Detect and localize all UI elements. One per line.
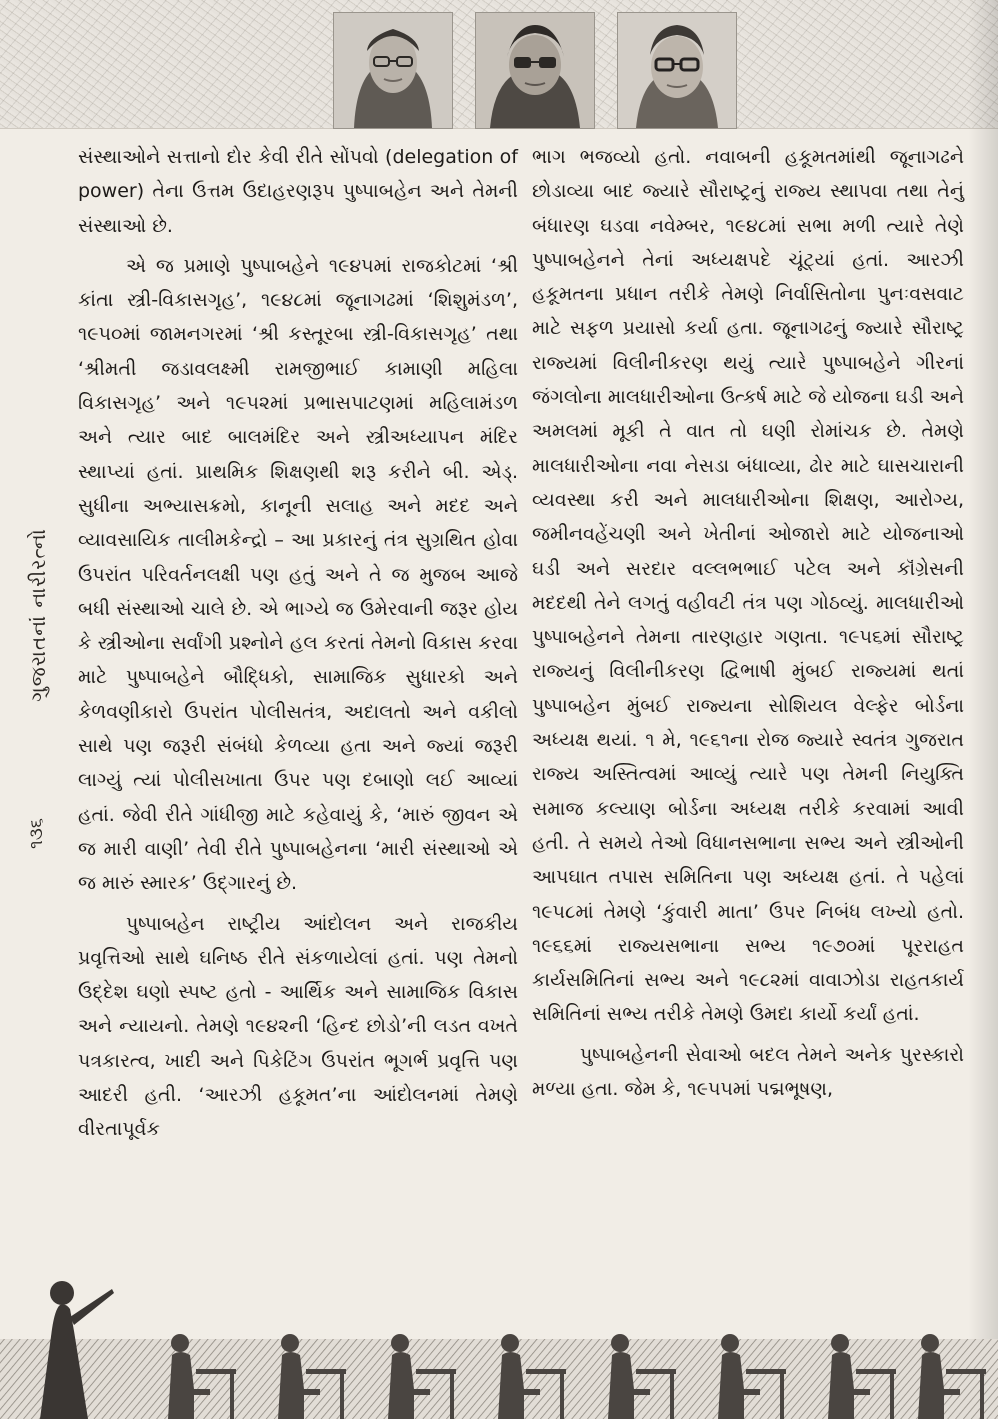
page-number: ૧૩૬: [25, 817, 47, 849]
paragraph: પુષ્પાબહેન રાષ્ટ્રીય આંદોલન અને રાજકીય પ્રવૃત્તિઓ સાથે ઘનિષ્ઠ રીતે સંકળાયેલાં હતાં. પણ તેમનો ઉદ્દેશ ઘણો સ્પષ્ટ હતો - આર્થિક અને સામાજિક વિકાસ અને ન્યાયનો. તેમણે ૧૯૪૨ની ‘હિન્દ છોડો’ની લડત વખતે પત્રકારત્વ, ખાદી અને પિકેટિંગ ઉપરાંત ભૂગર્ભ પ્રવૃત્તિ પણ આદરી હતી. ‘આરઝી હકૂમત’ના આંદોલનમાં તેમણે વીરતાપૂર્વક: [78, 912, 518, 1141]
portrait-photo: [333, 12, 453, 129]
classroom-illustration: [0, 1269, 998, 1419]
binding-shadow: [968, 0, 998, 1419]
portrait-photo: [617, 12, 737, 129]
paragraph: પુષ્પાબહેનની સેવાઓ બદલ તેમને અનેક પુરસ્કારો મળ્યા હતા. જેમ કે, ૧૯૫૫માં પદ્મભૂષણ,: [532, 1043, 964, 1101]
text-column-left: [78, 140, 518, 1153]
portrait-photo: [475, 12, 595, 129]
paragraph: સંસ્થાઓને સત્તાનો દોર કેવી રીતે સોંપવો (delegation of power) તેના ઉત્તમ ઉદાહરણરૂપ પુષ્પાબહેન અને તેમની સંસ્થાઓ છે.: [78, 146, 518, 237]
paragraph: એ જ પ્રમાણે પુષ્પાબહેને ૧૯૪૫માં રાજકોટમાં ‘શ્રી કાંતા સ્ત્રી-વિકાસગૃહ’, ૧૯૪૮માં જૂનાગઢમાં ‘શિશુમંડળ’, ૧૯૫૦માં જામનગરમાં ‘શ્રી કસ્તૂરબા સ્ત્રી-વિકાસગૃહ’ તથા ‘શ્રીમતી જડાવલક્ષ્મી રામજીભાઈ કામાણી મહિલા વિકાસગૃહ’ અને ૧૯૫૨માં પ્રભાસપાટણમાં મહિલામંડળ અને ત્યાર બાદ બાલમંદિર અને સ્ત્રીઅધ્યાપન મંદિર સ્થાપ્યાં હતાં. પ્રાથમિક શિક્ષણથી શરૂ કરીને બી. એડ્. સુધીના અભ્યાસક્રમો, કાનૂની સલાહ અને મદદ અને વ્યાવસાયિક તાલીમકેન્દ્રો – આ પ્રકારનું તંત્ર સુગ્રથિત હોવા ઉપરાંત પરિવર્તનલક્ષી પણ હતું અને તે જ મુજબ આજે બધી સંસ્થાઓ ચાલે છે. એ ભાગ્યે જ ઉમેરવાની જરૂર હોય કે સ્ત્રીઓના સર્વાંગી પ્રશ્નોને હલ કરતાં તેમનો વિકાસ કરવા માટે પુષ્પાબહેને બૌદ્ધિકો, સામાજિક સુધારકો અને કેળવણીકારો ઉપરાંત પોલીસતંત્ર, અદાલતો અને વકીલો સાથે પણ જરૂરી સંબંધો કેળવ્યા હતા અને જ્યાં જરૂરી લાગ્યું ત્યાં પોલીસખાતા ઉપર પણ દબાણો લઈ આવ્યાં હતાં. જેવી રીતે ગાંધીજી માટે કહેવાયું કે, ‘મારું જીવન એ જ મારી વાણી’ તેવી રીતે પુષ્પાબહેનના ‘મારી સંસ્થાઓ એ જ મારું સ્મારક’ ઉદ્ગારનું છે.: [78, 254, 518, 895]
running-book-title: ગુજરાતનાં નારીરત્નો: [26, 528, 51, 702]
text-column-right: [532, 140, 964, 1112]
paragraph: ભાગ ભજવ્યો હતો. નવાબની હકૂમતમાંથી જૂનાગઢને છોડાવ્યા બાદ જ્યારે સૌરાષ્ટ્રનું રાજ્ય સ્થાપવા તથા તેનું બંધારણ ઘડવા નવેમ્બર, ૧૯૪૮માં સભા મળી ત્યારે તેણે પુષ્પાબહેનને તેનાં અધ્યક્ષપદે ચૂંટ્યાં હતાં. આરઝી હકૂમતના પ્રધાન તરીકે તેમણે નિર્વાસિતોના પુનઃવસવાટ માટે સફળ પ્રયાસો કર્યા હતા. જૂનાગઢનું જ્યારે સૌરાષ્ટ્ર રાજ્યમાં વિલીનીકરણ થયું ત્યારે પુષ્પાબહેને ગીરનાં જંગલોના માલધારીઓના ઉત્કર્ષ માટે જે યોજના ઘડી અને અમલમાં મૂકી તે વાત તો ઘણી રોમાંચક છે. તેમણે માલધારીઓના નવા નેસડા બંધાવ્યા, ઢોર માટે ઘાસચારાની વ્યવસ્થા કરી અને માલધારીઓના શિક્ષણ, આરોગ્ય, જમીનવહેંચણી અને ખેતીનાં ઓજારો માટે યોજનાઓ ઘડી અને સરદાર વલ્લભભાઈ પટેલ અને કૉંગ્રેસની મદદથી તેને લગતું વહીવટી તંત્ર પણ ગોઠવ્યું. માલધારીઓ પુષ્પાબહેનને તેમના તારણહાર ગણતા. ૧૯૫૬માં સૌરાષ્ટ્ર રાજ્યનું વિલીનીકરણ દ્વિભાષી મુંબઈ રાજ્યમાં થતાં પુષ્પાબહેન મુંબઈ રાજ્યના સોશિયલ વેલ્ફેર બોર્ડના અધ્યક્ષ થયાં. ૧ મે, ૧૯૬૧ના રોજ જ્યારે સ્વતંત્ર ગુજરાત રાજ્ય અસ્તિત્વમાં આવ્યું ત્યારે પણ તેમની નિયુક્તિ સમાજ કલ્યાણ બોર્ડના અધ્યક્ષ તરીકે કરવામાં આવી હતી. તે સમયે તેઓ વિધાનસભાના સભ્ય અને સ્ત્રીઓની આપઘાત તપાસ સમિતિના પણ અધ્યક્ષ હતાં. તે પહેલાં ૧૯૫૮માં તેમણે ‘કુંવારી માતા’ ઉપર નિબંધ લખ્યો હતો. ૧૯૬૬માં રાજ્યસભાના સભ્ય ૧૯૭૦માં પૂરરાહત કાર્યસમિતિનાં સભ્ય અને ૧૯૮૨માં વાવાઝોડા રાહતકાર્ય સમિતિનાં સભ્ય તરીકે તેમણે ઉમદા કાર્યો કર્યાં હતાં.: [532, 146, 964, 1026]
